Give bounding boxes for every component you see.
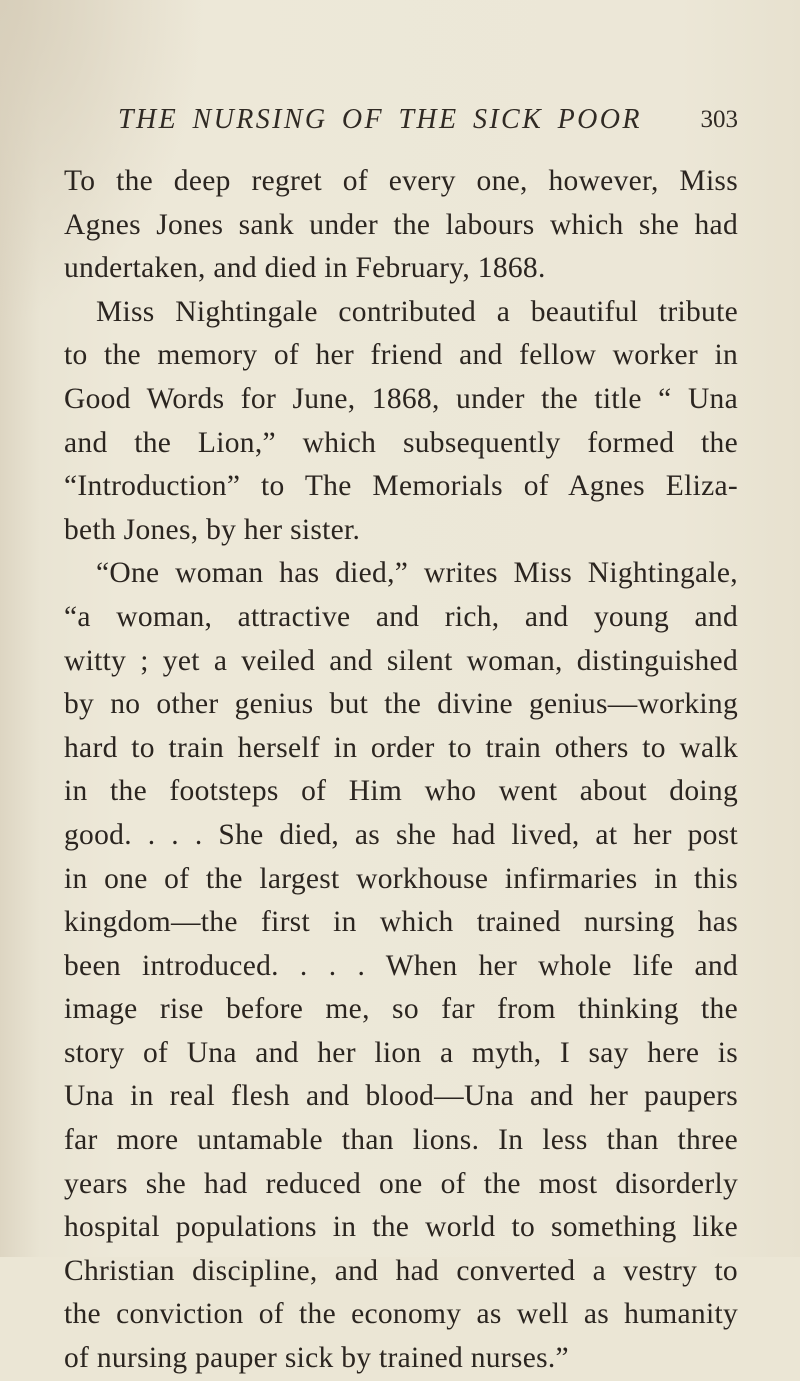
text-line: image rise before me, so far from thinking the [64, 993, 738, 1026]
text-line: hospital populations in the world to something like [64, 1211, 738, 1244]
text-line: in one of the largest workhouse infirmaries in this [64, 862, 738, 895]
text-line: Good Words for June, 1868, under the title “ Una [64, 382, 738, 415]
text-line: been introduced. . . . When her whole life and [64, 949, 738, 982]
text-line: of nursing pauper sick by trained nurses.” [64, 1342, 569, 1375]
running-head [118, 104, 738, 144]
text-line: in the footsteps of Him who went about doing [64, 775, 738, 808]
body-text [64, 160, 738, 1381]
text-line: Agnes Jones sank under the labours which she had [64, 208, 738, 241]
text-line: far more untamable than lions. In less than three [64, 1124, 738, 1157]
text-line: hard to train herself in order to train others to walk [64, 731, 738, 764]
text-line: “a woman, attractive and rich, and young and [64, 600, 738, 633]
text-line: Miss Nightingale contributed a beautiful tribute [96, 295, 738, 328]
text-line: beth Jones, by her sister. [64, 513, 361, 546]
text-line: “One woman has died,” writes Miss Nightingale, [96, 557, 738, 590]
text-line: witty ; yet a veiled and silent woman, distinguished [64, 644, 738, 677]
running-title: THE NURSING OF THE SICK POOR [118, 104, 642, 135]
text-line: kingdom—the first in which trained nursing has [64, 906, 738, 939]
text-line: To the deep regret of every one, however, Miss [64, 165, 738, 197]
text-line: to the memory of her friend and fellow worker in [64, 339, 738, 372]
text-line: and the Lion,” which subsequently formed the [64, 426, 738, 459]
text-line: good. . . . She died, as she had lived, at her post [64, 818, 738, 851]
text-line: years she had reduced one of the most disorderly [64, 1167, 738, 1200]
text-line: “Introduction” to The Memorials of Agnes Eliza- [64, 470, 738, 503]
text-line: by no other genius but the divine genius—working [64, 688, 738, 721]
text-line: story of Una and her lion a myth, I say here is [64, 1036, 738, 1069]
text-line: the conviction of the economy as well as humanity [64, 1298, 738, 1331]
text-line: undertaken, and died in February, 1868. [64, 252, 546, 285]
text-line: Christian discipline, and had converted a vestry to [64, 1254, 738, 1287]
text-line: Una in real flesh and blood—Una and her paupers [64, 1080, 738, 1113]
page-number: 303 [700, 106, 738, 133]
